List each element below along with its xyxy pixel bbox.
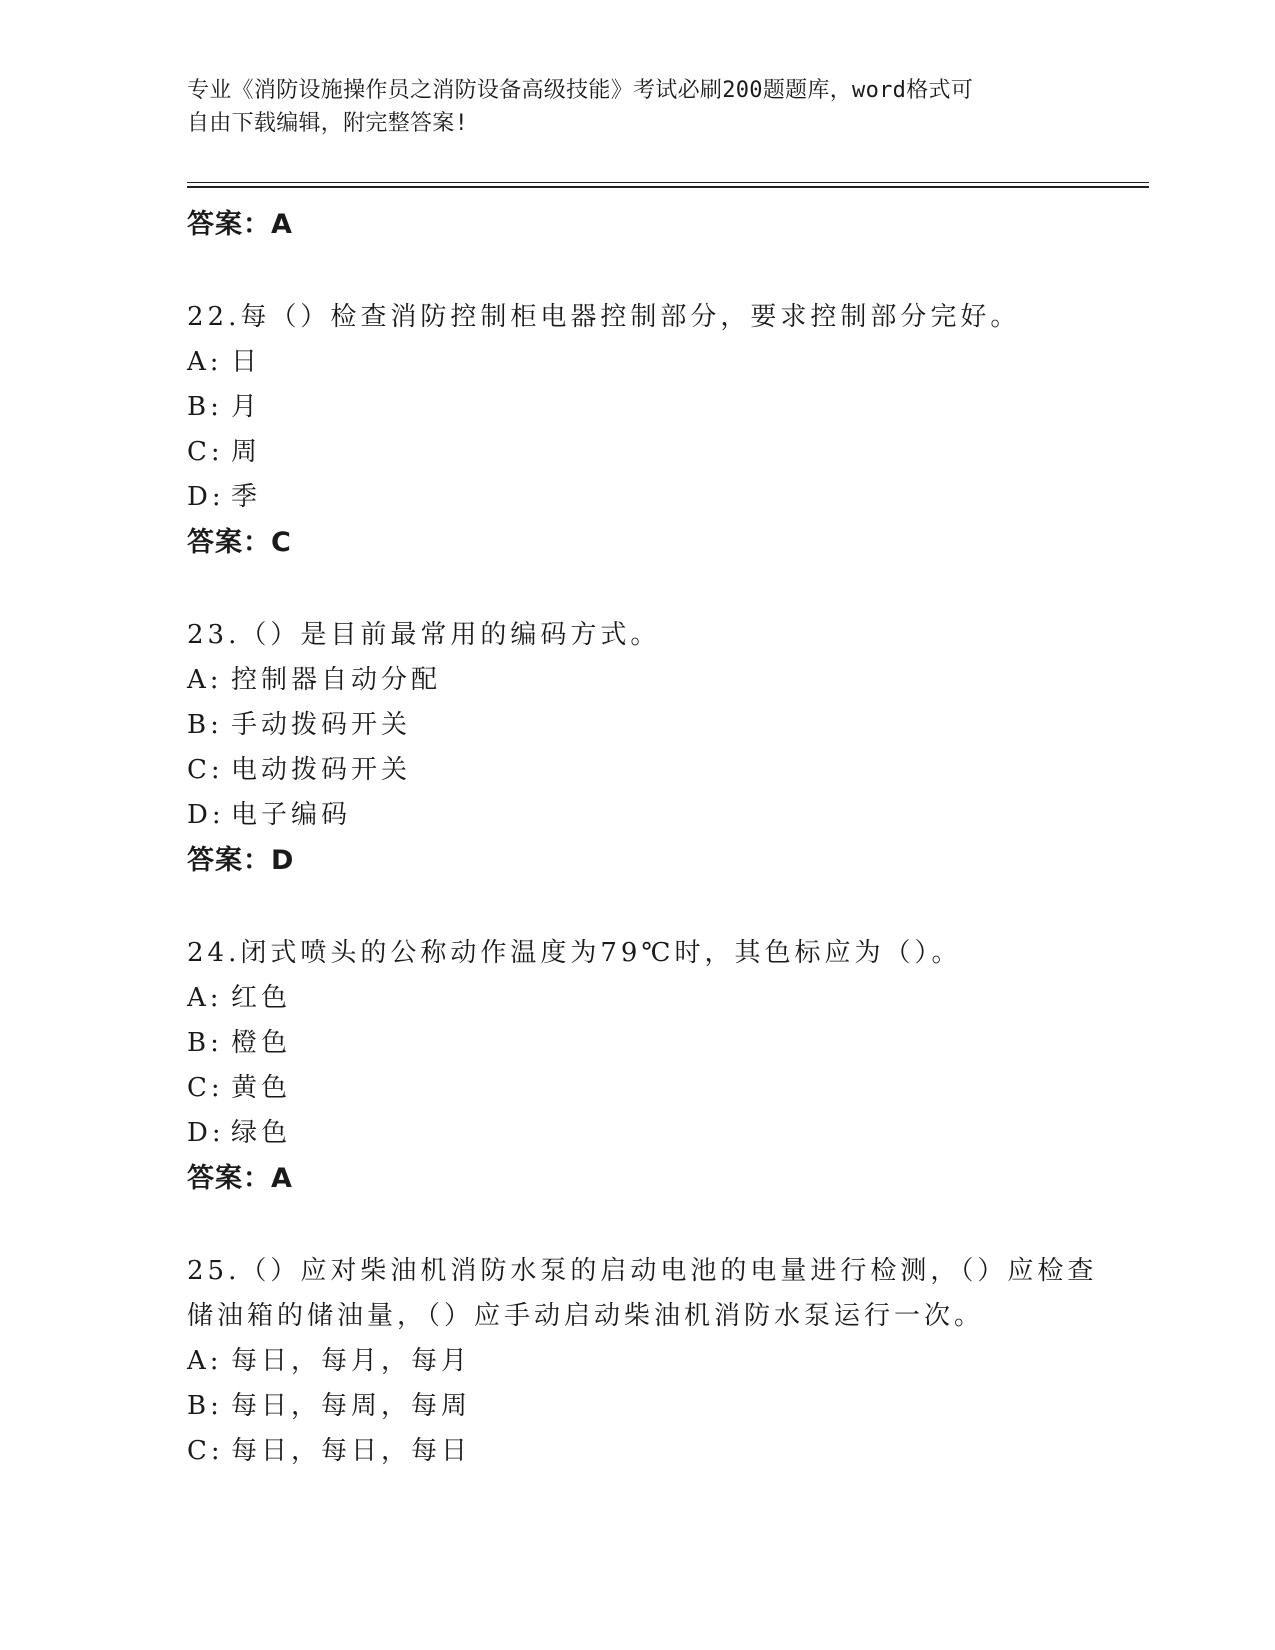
option-key: C: [187, 1436, 224, 1466]
option-a [187, 340, 1149, 385]
question-stem: 22.每（）检查消防控制柜电器控制部分，要求控制部分完好。 [187, 302, 1021, 332]
option-c [187, 1066, 1149, 1111]
option-b [187, 385, 1149, 430]
option-text: 每日，每日，每日 [231, 1436, 472, 1466]
answer-line: 答案：D [187, 845, 295, 876]
option-a [187, 658, 1149, 703]
option-d [187, 475, 1149, 520]
option-key: A: [187, 983, 223, 1013]
answer-line: 答案：A [187, 1163, 293, 1194]
option-text: 周 [231, 437, 262, 467]
option-c [187, 1429, 1149, 1474]
carry-over-answer: 答案：A [187, 209, 293, 240]
question-stem: 24.闭式喷头的公称动作温度为79℃时，其色标应为（）。 [187, 938, 962, 968]
option-d [187, 793, 1149, 838]
option-text: 每日，每周，每周 [231, 1391, 472, 1421]
header-line-2: 自由下载编辑，附完整答案! [187, 111, 469, 136]
option-key: A: [187, 665, 223, 695]
option-key: C: [187, 755, 224, 785]
option-text: 每日，每月，每月 [231, 1346, 472, 1376]
question-24 [187, 931, 1149, 1201]
option-key: C: [187, 437, 224, 467]
question-stem [187, 1249, 1149, 1339]
option-key: A: [187, 347, 223, 377]
header-divider [187, 182, 1149, 188]
option-text: 黄色 [231, 1073, 292, 1103]
option-text: 电动拨码开关 [231, 755, 412, 785]
option-key: D: [187, 800, 225, 830]
question-22 [187, 295, 1149, 565]
option-text: 红色 [231, 983, 292, 1013]
option-key: B: [187, 710, 223, 740]
option-a [187, 1339, 1149, 1384]
option-key: A: [187, 1346, 223, 1376]
option-d [187, 1111, 1149, 1156]
option-key: C: [187, 1073, 224, 1103]
option-b [187, 1384, 1149, 1429]
document-header [187, 74, 1149, 140]
option-b [187, 703, 1149, 748]
option-c [187, 748, 1149, 793]
question-stem-line-1: 25.（）应对柴油机消防水泵的启动电池的电量进行检测，（）应检查 [187, 1256, 1098, 1286]
option-text: 电子编码 [231, 800, 352, 830]
option-a [187, 976, 1149, 1021]
option-text: 橙色 [231, 1028, 292, 1058]
option-c [187, 430, 1149, 475]
option-text: 绿色 [231, 1118, 292, 1148]
option-key: B: [187, 392, 223, 422]
option-key: B: [187, 1391, 223, 1421]
question-23 [187, 613, 1149, 883]
question-stem: 23.（）是目前最常用的编码方式。 [187, 620, 661, 650]
answer-line: 答案：C [187, 527, 292, 558]
option-text: 季 [231, 482, 262, 512]
document-page [187, 74, 1149, 1474]
option-text: 月 [231, 392, 262, 422]
option-text: 控制器自动分配 [231, 665, 442, 695]
header-line-1: 专业《消防设施操作员之消防设备高级技能》考试必刷200题题库，word格式可 [187, 78, 974, 103]
option-text: 日 [231, 347, 262, 377]
option-text: 手动拨码开关 [231, 710, 412, 740]
question-25 [187, 1249, 1149, 1474]
option-key: B: [187, 1028, 223, 1058]
option-key: D: [187, 1118, 225, 1148]
option-key: D: [187, 482, 225, 512]
option-b [187, 1021, 1149, 1066]
question-stem-line-2: 储油箱的储油量，（）应手动启动柴油机消防水泵运行一次。 [187, 1301, 985, 1331]
